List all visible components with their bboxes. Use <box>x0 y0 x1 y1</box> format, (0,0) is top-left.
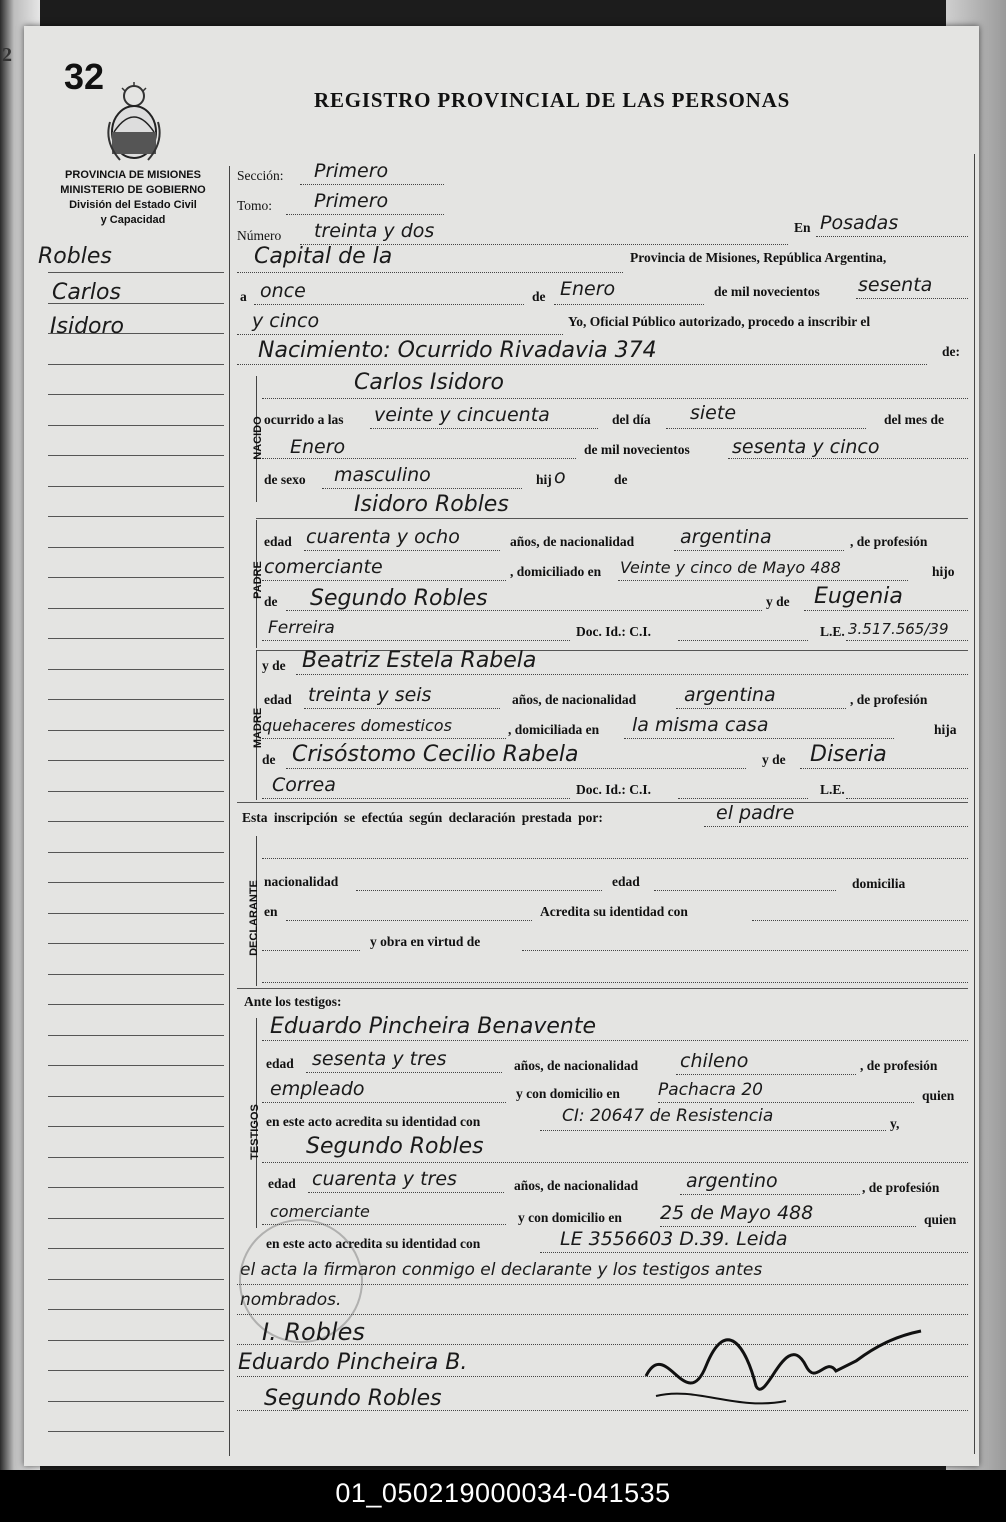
capital-value: Capital de la <box>254 244 393 269</box>
margin-rule <box>48 1035 224 1036</box>
numero-value: treinta y dos <box>314 220 435 242</box>
t2-nac-label: años, de nacionalidad <box>514 1178 639 1193</box>
margin-divider <box>229 166 230 1456</box>
margin-rule <box>48 791 224 792</box>
padre-nac-value: argentina <box>680 526 772 548</box>
hijo-suffix-value: o <box>554 466 566 488</box>
margin-rule <box>48 1218 224 1219</box>
madre-nac-label: años, de nacionalidad <box>512 692 637 707</box>
testigo2-nombre-value: Segundo Robles <box>306 1134 484 1159</box>
signature-witness-2: Segundo Robles <box>264 1386 442 1411</box>
madre-prof-label: , de profesión <box>850 692 928 707</box>
madre-nac-value: argentina <box>684 684 776 706</box>
margin-rule <box>48 272 224 273</box>
en-label: En <box>794 220 811 235</box>
t2-edad-label: edad <box>268 1176 296 1191</box>
padre-dom-label: , domiciliado en <box>510 564 602 579</box>
margin-rule <box>48 1309 224 1310</box>
hija-label: hija <box>934 722 957 737</box>
mes-value: Enero <box>560 278 616 300</box>
t1-id-label: en este acto acredita su identidad con <box>266 1114 481 1129</box>
margin-rule <box>48 1248 224 1249</box>
margin-rule <box>48 760 224 761</box>
yo-oficial-label: Yo, Oficial Público autorizado, procedo a inscribir el <box>568 314 871 329</box>
seccion-value: Primero <box>314 160 389 182</box>
t1-prof-label: , de profesión <box>860 1058 938 1073</box>
coat-of-arms-icon <box>106 82 162 164</box>
margin-rule <box>48 364 224 365</box>
padre-dom-value: Veinte y cinco de Mayo 488 <box>620 558 841 577</box>
t2-quien-label: quien <box>924 1212 957 1227</box>
official-signature-icon <box>636 1316 936 1426</box>
t2-nac-value: argentino <box>686 1170 778 1192</box>
abuela-p-label: y de <box>766 594 790 609</box>
tomo-label: Tomo: <box>237 198 273 213</box>
padre-edad-value: cuarenta y ocho <box>306 526 460 548</box>
margin-rule <box>48 516 224 517</box>
decl-en-label: en <box>264 904 278 919</box>
closing-line-1: el acta la firmaron conmigo el declarante y los testigos antes <box>240 1260 763 1280</box>
org-line-3: División del Estado Civil <box>69 199 197 211</box>
margin-rule <box>48 1401 224 1402</box>
de-colon-label: de: <box>942 344 960 359</box>
declarante-value: el padre <box>716 802 795 824</box>
abuela-m2-value: Correa <box>272 774 336 796</box>
mes-nac-value: Enero <box>290 436 346 458</box>
margin-rule <box>48 1187 224 1188</box>
decl-dom-label: domicilia <box>852 876 906 891</box>
t1-y-label: y, <box>890 1116 900 1131</box>
org-line-1: PROVINCIA DE MISIONES <box>65 169 201 181</box>
t1-nac-label: años, de nacionalidad <box>514 1058 639 1073</box>
padre-prof-value: comerciante <box>264 556 383 578</box>
margin-rule <box>48 974 224 975</box>
testigo1-nombre-value: Eduardo Pincheira Benavente <box>270 1014 596 1039</box>
madre-dom-value: la misma casa <box>632 714 769 736</box>
t1-nac-value: chileno <box>680 1050 749 1072</box>
margin-rule <box>48 730 224 731</box>
padre-le-value: 3.517.565/39 <box>848 620 949 638</box>
margin-rule <box>48 608 224 609</box>
de2-label: de <box>614 472 628 487</box>
sexo-value: masculino <box>334 464 431 486</box>
margin-rule <box>48 638 224 639</box>
ante-testigos-label: Ante los testigos: <box>244 994 342 1009</box>
t2-dom-label: y con domicilio en <box>518 1210 622 1225</box>
anio-value: sesenta <box>858 274 933 296</box>
abuelo-p-value: Segundo Robles <box>310 586 488 611</box>
org-line-2: MINISTERIO DE GOBIERNO <box>60 184 206 196</box>
tomo-value: Primero <box>314 190 389 212</box>
declaracion-label: Esta inscripción se efectúa según declaración prestada por: <box>242 810 603 825</box>
abuelo-m-value: Crisóstomo Cecilio Rabela <box>292 742 579 767</box>
acta-type-value: Nacimiento: Ocurrido Rivadavia 374 <box>258 338 657 363</box>
t2-id-value: LE 3556603 D.39. Leida <box>560 1228 788 1250</box>
de-label: de <box>532 289 546 304</box>
margin-first-name: Carlos <box>52 280 121 305</box>
margin-rule <box>48 455 224 456</box>
margin-rule <box>48 882 224 883</box>
madre-edad-value: treinta y seis <box>308 684 432 706</box>
margin-rule <box>48 852 224 853</box>
t2-prof-value: comerciante <box>270 1202 370 1221</box>
de-sexo-label: de sexo <box>264 472 306 487</box>
background-left-page: 2 <box>0 0 40 1470</box>
margin-rule <box>48 821 224 822</box>
anio-continuation: y cinco <box>252 310 320 332</box>
padre-edad-label: edad <box>264 534 292 549</box>
margin-rule <box>48 1126 224 1127</box>
nacido-section-label: NACIDO <box>252 416 264 460</box>
padre-prof-label: , de profesión <box>850 534 928 549</box>
madre-dom-label: , domiciliada en <box>508 722 600 737</box>
margin-rule <box>48 425 224 426</box>
hijo2-label: hijo <box>932 564 955 579</box>
del-mes-label: del mes de <box>884 412 944 427</box>
anio-nac-value: sesenta y cinco <box>732 436 880 458</box>
provincia-label: Provincia de Misiones, República Argentina, <box>630 250 887 265</box>
t2-edad-value: cuarenta y tres <box>312 1168 457 1190</box>
en-value: Posadas <box>820 212 899 234</box>
decl-acredita-label: Acredita su identidad con <box>540 904 688 919</box>
org-line-4: y Capacidad <box>100 214 166 226</box>
t1-id-value: CI: 20647 de Resistencia <box>562 1106 774 1126</box>
issuing-organization <box>38 168 228 228</box>
madre-y-de-label: y de <box>262 658 286 673</box>
abuelo-p-de-label: de <box>264 594 278 609</box>
margin-rule <box>48 1065 224 1066</box>
abuela-p-value: Eugenia <box>814 584 903 609</box>
t1-edad-label: edad <box>266 1056 294 1071</box>
ocurrido-label: ocurrido a las <box>264 412 344 427</box>
hijo-label: hij <box>536 472 552 487</box>
right-border <box>974 154 975 1454</box>
abuela-p2-value: Ferreira <box>268 618 335 638</box>
margin-rule <box>48 1431 224 1432</box>
hora-value: veinte y cincuenta <box>374 404 550 426</box>
margin-rule <box>48 1370 224 1371</box>
decl-edad-label: edad <box>612 874 640 889</box>
decl-obra-label: y obra en virtud de <box>370 934 481 949</box>
t1-prof-value: empleado <box>270 1078 365 1100</box>
seccion-label: Sección: <box>237 168 284 183</box>
padre-section-label: PADRE <box>252 561 264 599</box>
margin-rule <box>48 1096 224 1097</box>
margin-rule <box>48 1279 224 1280</box>
margin-rule <box>48 699 224 700</box>
t1-edad-value: sesenta y tres <box>312 1048 447 1070</box>
document-title: REGISTRO PROVINCIAL DE LAS PERSONAS <box>314 88 791 112</box>
padre-doc-label: Doc. Id.: C.I. <box>576 624 652 639</box>
image-caption: 01_050219000034-041535 <box>0 1470 1006 1522</box>
margin-rule <box>48 1004 224 1005</box>
decl-nac-label: nacionalidad <box>264 874 339 889</box>
t1-dom-value: Pachacra 20 <box>658 1080 763 1100</box>
t2-prof-label: , de profesión <box>862 1180 940 1195</box>
madre-section-label: MADRE <box>252 707 264 749</box>
a-label: a <box>240 289 247 304</box>
abuela-m-value: Diseria <box>810 742 887 767</box>
margin-rule <box>48 547 224 548</box>
margin-surname: Robles <box>38 244 112 269</box>
numero-label: Número <box>237 228 282 243</box>
de-mil-label: de mil novecientos <box>714 284 820 299</box>
padre-nac-label: años, de nacionalidad <box>510 534 635 549</box>
t1-quien-label: quien <box>922 1088 955 1103</box>
margin-rule <box>48 943 224 944</box>
madre-prof-value: quehaceres domesticos <box>262 716 452 735</box>
t2-id-label: en este acto acredita su identidad con <box>266 1236 481 1251</box>
margin-rule <box>48 913 224 914</box>
margin-second-name: Isidoro <box>50 314 124 339</box>
madre-edad-label: edad <box>264 692 292 707</box>
madre-nombre-value: Beatriz Estela Rabela <box>302 648 537 673</box>
abuelo-m-de-label: de <box>262 752 276 767</box>
registry-document <box>24 26 979 1466</box>
t2-dom-value: 25 de Mayo 488 <box>660 1202 814 1224</box>
folio-number: 32 <box>64 56 105 97</box>
dia-value: once <box>260 280 306 302</box>
declarante-section-label: DECLARANTE <box>248 880 260 956</box>
signature-witness-1: Eduardo Pincheira B. <box>238 1350 468 1375</box>
signature-father: I. Robles <box>262 1318 365 1346</box>
margin-rule <box>48 1157 224 1158</box>
de-mil2-label: de mil novecientos <box>584 442 690 457</box>
abuela-m-label: y de <box>762 752 786 767</box>
margin-rule <box>48 486 224 487</box>
closing-line-2: nombrados. <box>240 1290 342 1310</box>
testigos-section-label: TESTIGOS <box>249 1104 261 1160</box>
t1-dom-label: y con domicilio en <box>516 1086 620 1101</box>
madre-doc-label: Doc. Id.: C.I. <box>576 782 652 797</box>
padre-nombre-value: Isidoro Robles <box>354 492 509 517</box>
margin-rule <box>48 394 224 395</box>
del-dia-label: del día <box>612 412 651 427</box>
margin-rule <box>48 1340 224 1341</box>
dia-nac-value: siete <box>690 402 737 424</box>
nombre-value: Carlos Isidoro <box>354 370 504 395</box>
margin-rule <box>48 669 224 670</box>
padre-le-label: L.E. <box>820 624 845 639</box>
madre-le-label: L.E. <box>820 782 845 797</box>
margin-rule <box>48 577 224 578</box>
